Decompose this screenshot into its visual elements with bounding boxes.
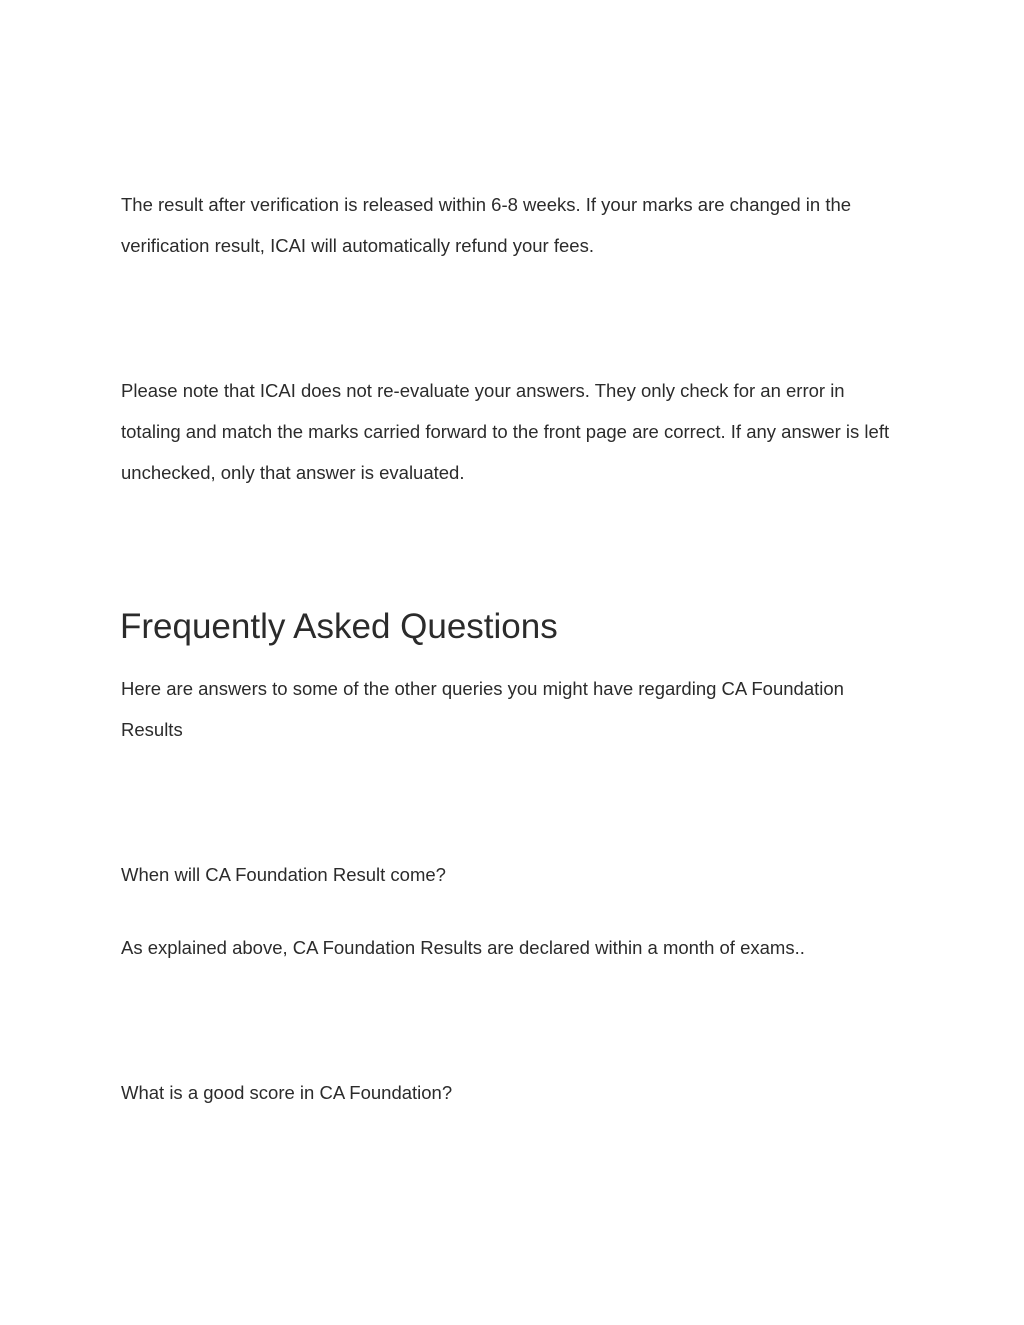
faq-answer-1: As explained above, CA Foundation Results are declared within a month of exams.. xyxy=(121,937,805,958)
faq-question-1: When will CA Foundation Result come? xyxy=(121,864,446,885)
paragraph-verification-release: The result after verification is released within 6-8 weeks. If your marks are changed in the verification result, ICAI will automatically refund your fees. xyxy=(121,194,852,256)
faq-intro: Here are answers to some of the other queries you might have regarding CA Foundation Results xyxy=(121,678,844,740)
faq-heading: Frequently Asked Questions xyxy=(120,607,558,646)
faq-question-2: What is a good score in CA Foundation? xyxy=(121,1082,453,1103)
paragraph-no-reevaluation: Please note that ICAI does not re-evaluate your answers. They only check for an error in totaling and match the marks carried forward to the front page are correct. If any answer is left unchecked, only that answer is evaluated. xyxy=(121,380,890,483)
